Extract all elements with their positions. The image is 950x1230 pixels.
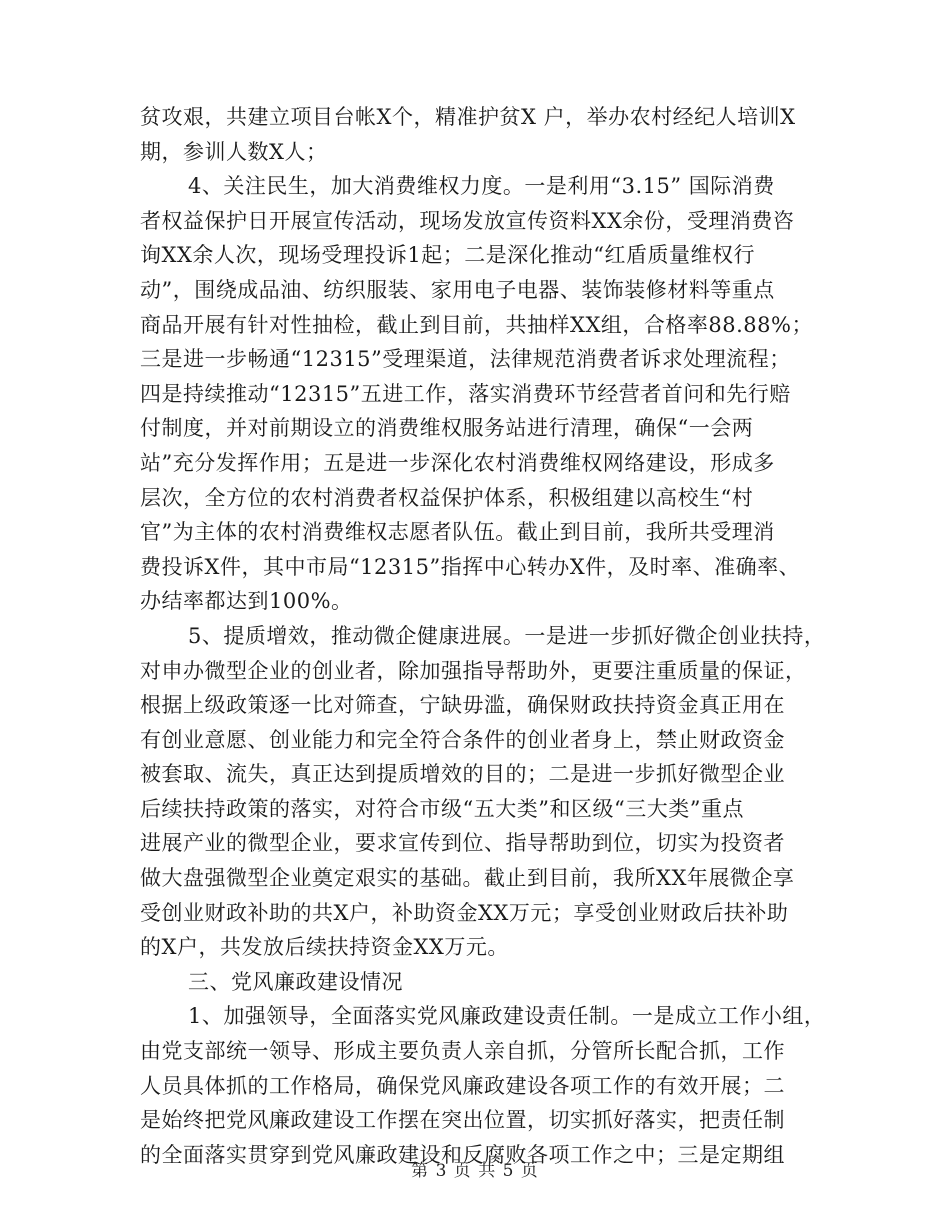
- text-line: 后续扶持政策的落实，对符合市级“五大类”和区级“三大类”重点: [140, 796, 744, 821]
- text-line: 有创业意愿、创业能力和完全符合条件的创业者身上，禁止财政资金: [140, 727, 785, 752]
- text-line: 做大盘强微型企业奠定艰实的基础。截止到目前，我所XX年展微企享: [140, 866, 795, 891]
- text-line: 层次，全方位的农村消费者权益保护体系，积极组建以高校生“村: [140, 485, 754, 510]
- text-line: 人员具体抓的工作格局，确保党风廉政建设各项工作的有效开展；二: [140, 1073, 785, 1098]
- text-line: 商品开展有针对性抽检，截止到目前，共抽样XX组，合格率88.88%；: [140, 312, 813, 337]
- page-number-label: 第 3 页 共 5 页: [411, 1161, 539, 1181]
- page-footer: [0, 1156, 950, 1181]
- text-line: 是始终把党风廉政建设工作摆在突出位置，切实抓好落实，把责任制: [140, 1108, 785, 1133]
- text-line: 的全面落实贯穿到党风廉政建设和反腐败各项工作之中；三是定期组: [140, 1142, 785, 1167]
- text-line: 三、党风廉政建设情况: [188, 969, 403, 994]
- text-line: 者权益保护日开展宣传活动，现场发放宣传资料XX余份，受理消费咨: [140, 208, 795, 233]
- text-line: 的X户，共发放后续扶持资金XX万元。: [140, 935, 509, 960]
- text-line: 4、关注民生，加大消费维权力度。一是利用“3.15” 国际消费: [188, 174, 775, 199]
- text-line: 5、提质增效，推动微企健康进展。一是进一步抓好微企创业扶持，: [188, 623, 826, 648]
- text-line: 付制度，并对前期设立的消费维权服务站进行清理，确保“一会两: [140, 416, 754, 441]
- text-line: 期，参训人数X人；: [140, 139, 328, 164]
- text-line: 四是持续推动“12315”五进工作，落实消费环节经营者首问和先行赔: [140, 381, 791, 406]
- text-line: 费投诉X件，其中市局“12315”指挥中心转办X件，及时率、准确率、: [140, 554, 801, 579]
- text-line: 贫攻艰，共建立项目台帐X个，精准护贫X 户，举办农村经纪人培训X: [140, 105, 796, 129]
- text-line: 1、加强领导，全面落实党风廉政建设责任制。一是成立工作小组，: [188, 1004, 826, 1029]
- text-line: 站”充分发挥作用；五是进一步深化农村消费维权网络建设，形成多: [140, 450, 775, 475]
- text-line: 三是进一步畅通“12315”受理渠道，法律规范消费者诉求处理流程；: [140, 347, 791, 372]
- text-line: 办结率都达到100%。: [140, 589, 353, 614]
- text-line: 根据上级政策逐一比对筛查，宁缺毋滥，确保财政扶持资金真正用在: [140, 693, 785, 718]
- document-body: [140, 100, 830, 1172]
- text-line: 受创业财政补助的共X户，补助资金XX万元；享受创业财政后扶补助: [140, 900, 789, 925]
- text-line: 询XX余人次，现场受理投诉1起；二是深化推动“红盾质量维权行: [140, 243, 755, 268]
- text-line: 被套取、流失，真正达到提质增效的目的；二是进一步抓好微型企业: [140, 762, 785, 787]
- text-line: 官”为主体的农村消费维权志愿者队伍。截止到目前，我所共受理消: [140, 520, 775, 545]
- text-line: 进展产业的微型企业，要求宣传到位、指导帮助到位，切实为投资者: [140, 831, 785, 856]
- text-line: 对申办微型企业的创业者，除加强指导帮助外，更要注重质量的保证，: [140, 658, 807, 683]
- text-line: 由党支部统一领导、形成主要负责人亲自抓，分管所长配合抓，工作: [140, 1039, 785, 1064]
- text-line: 动”，围绕成品油、纺织服装、家用电子电器、装饰装修材料等重点: [140, 277, 775, 302]
